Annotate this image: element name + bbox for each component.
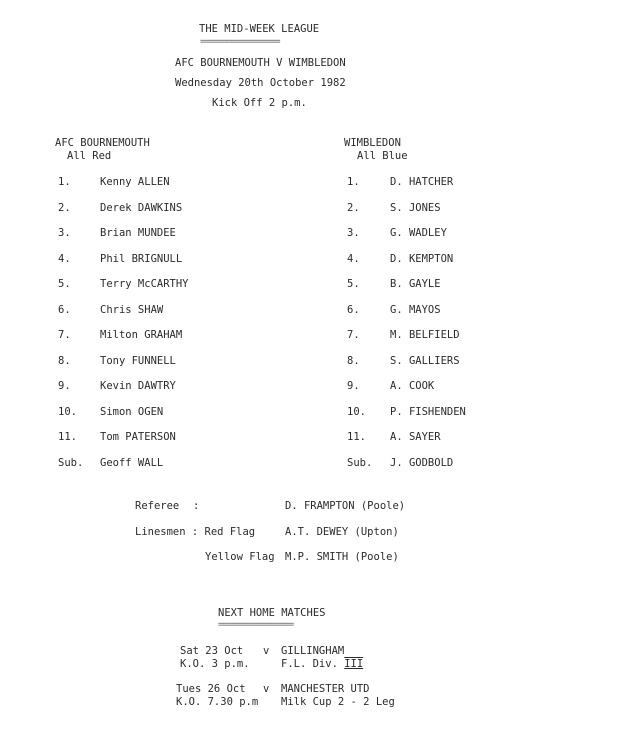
- away-player-name: G. MAYOS: [390, 303, 441, 316]
- home-player-number: 3.: [58, 227, 71, 239]
- match-date: Wednesday 20th October 1982: [175, 77, 346, 89]
- home-player-name: Geoff WALL: [100, 456, 164, 469]
- away-player-name: S. GALLIERS: [390, 354, 460, 367]
- match-1-kickoff: K.O. 3 p.m.: [180, 658, 250, 670]
- home-player-number: 10.: [58, 405, 77, 418]
- match-1-versus: v: [263, 645, 270, 657]
- match-2-opponent: MANCHESTER UTD: [281, 683, 370, 695]
- home-player-number: 8.: [58, 354, 71, 367]
- away-player-name: G. WADLEY: [390, 227, 447, 239]
- home-team-name: AFC BOURNEMOUTH: [55, 137, 150, 149]
- match-1-competition: [281, 658, 363, 670]
- home-player-number: 5.: [58, 278, 71, 290]
- away-player-number: 6.: [347, 303, 360, 316]
- away-player-name: J. GODBOLD: [390, 456, 454, 469]
- yellow-flag-label: Yellow Flag: [205, 551, 275, 563]
- home-player-number: 1.: [58, 176, 71, 188]
- away-player-name: P. FISHENDEN: [390, 405, 466, 418]
- home-player-number: 2.: [58, 201, 71, 214]
- home-player-name: Tom PATERSON: [100, 431, 176, 443]
- away-player-name: A. SAYER: [390, 431, 441, 443]
- home-player-name: Brian MUNDEE: [100, 227, 176, 239]
- match-2-versus: v: [263, 683, 270, 695]
- home-player-number: 7.: [58, 329, 71, 341]
- home-player-number: 11.: [58, 431, 77, 443]
- away-player-name: D. KEMPTON: [390, 252, 454, 265]
- away-player-name: B. GAYLE: [390, 278, 441, 290]
- home-player-number: 9.: [58, 380, 71, 392]
- away-player-number: 9.: [347, 380, 360, 392]
- home-player-name: Tony FUNNELL: [100, 354, 176, 367]
- away-player-name: A. COOK: [390, 380, 435, 392]
- away-team-kit: All Blue: [357, 150, 408, 162]
- away-player-number: 5.: [347, 278, 360, 290]
- linesmen-label: Linesmen : Red Flag: [135, 526, 256, 538]
- match-1-competition-division: III: [344, 658, 364, 670]
- referee-label: Referee: [135, 500, 180, 512]
- page-title: THE MID-WEEK LEAGUE: [199, 23, 320, 35]
- home-player-name: Kevin DAWTRY: [100, 380, 176, 392]
- home-player-name: Simon OGEN: [100, 405, 164, 418]
- home-player-name: Chris SHAW: [100, 303, 164, 316]
- linesman-yellow-name: M.P. SMITH (Poole): [285, 551, 399, 563]
- away-player-name: M. BELFIELD: [390, 329, 460, 341]
- home-player-name: Terry McCARTHY: [100, 278, 189, 290]
- home-player-name: Milton GRAHAM: [100, 329, 183, 341]
- match-2-kickoff: K.O. 7.30 p.m: [176, 696, 259, 708]
- match-title: AFC BOURNEMOUTH V WIMBLEDON: [175, 57, 346, 69]
- away-player-number: 4.: [347, 252, 360, 265]
- home-player-number: 4.: [58, 252, 71, 265]
- away-player-number: 7.: [347, 329, 360, 341]
- away-player-number: 10.: [347, 405, 366, 418]
- referee-separator: :: [193, 500, 200, 512]
- away-player-number: Sub.: [347, 456, 373, 469]
- match-1-opponent: GILLINGHAM: [281, 645, 345, 657]
- next-matches-rule: =================: [218, 620, 294, 630]
- referee-name: D. FRAMPTON (Poole): [285, 500, 406, 512]
- away-player-name: D. HATCHER: [390, 176, 454, 188]
- home-team-kit: All Red: [67, 150, 112, 162]
- match-2-date: Tues 26 Oct: [176, 683, 246, 695]
- home-player-name: Phil BRIGNULL: [100, 252, 183, 265]
- kickoff-time: Kick Off 2 p.m.: [212, 97, 307, 109]
- away-player-number: 3.: [347, 227, 360, 239]
- away-player-number: 1.: [347, 176, 360, 188]
- away-player-number: 2.: [347, 201, 360, 214]
- away-player-number: 11.: [347, 431, 366, 443]
- home-player-name: Kenny ALLEN: [100, 176, 170, 188]
- away-team-name: WIMBLEDON: [344, 137, 401, 149]
- title-rule: ==================: [200, 37, 280, 47]
- match-1-competition-prefix: F.L. Div.: [281, 658, 338, 670]
- away-player-number: 8.: [347, 354, 360, 367]
- away-player-name: S. JONES: [390, 201, 441, 214]
- next-matches-heading: NEXT HOME MATCHES: [218, 607, 326, 619]
- match-2-competition: Milk Cup 2 - 2 Leg: [281, 696, 395, 708]
- match-1-date: Sat 23 Oct: [180, 645, 244, 657]
- linesman-red-name: A.T. DEWEY (Upton): [285, 526, 399, 538]
- home-player-number: 6.: [58, 303, 71, 316]
- home-player-name: Derek DAWKINS: [100, 201, 183, 214]
- home-player-number: Sub.: [58, 456, 84, 469]
